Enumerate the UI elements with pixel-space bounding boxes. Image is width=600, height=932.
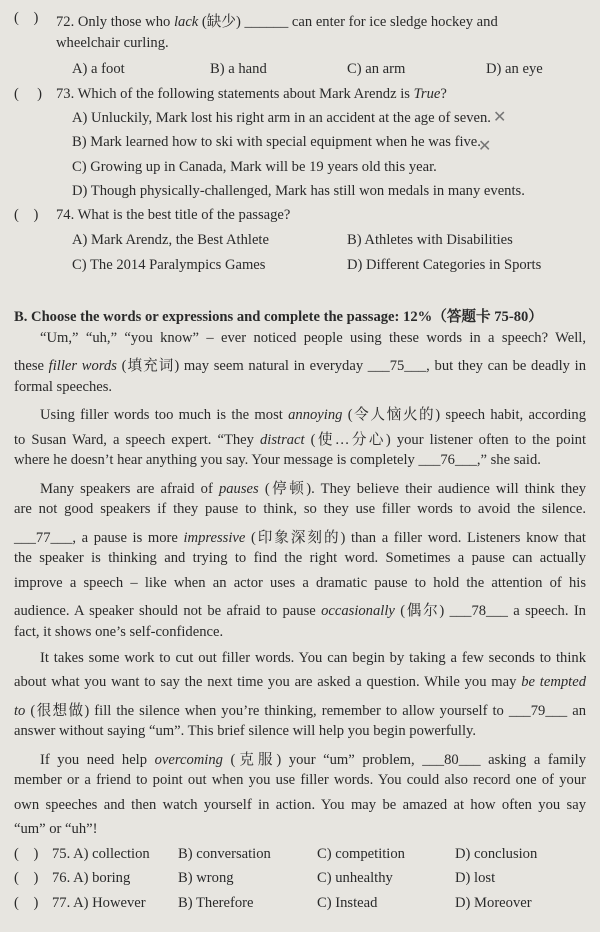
q72-option-d: D) an eye: [486, 61, 543, 77]
q73-option-c: C) Growing up in Canada, Mark will be 19 years old this year.: [72, 159, 437, 175]
answer-paren[interactable]: ( ): [14, 86, 42, 102]
section-b-heading: B. Choose the words or expressions and complete the passage: 12%（答题卡 75-80）: [14, 309, 543, 325]
passage-line: If you need help overcoming (克服) your “um” problem, ___80___ asking a family: [40, 752, 586, 768]
q74-option-d: D) Different Categories in Sports: [347, 257, 542, 273]
q76-option-d: D) lost: [455, 870, 496, 886]
q75-option-b: B) conversation: [178, 846, 271, 862]
passage-line: ___77___, a pause is more impressive (印象深刻的) than a filler word. Listeners know that: [14, 530, 586, 546]
q73-option-b: B) Mark learned how to ski with special equipment when he was five.: [72, 134, 481, 150]
passage-line: these filler words (填充词) may seem natural in everyday ___75___, but they can be deadly in: [14, 358, 586, 374]
passage-line: about what you want to say the next time you are asked a question. While you may be tempted: [14, 674, 586, 690]
q77-option-d: D) Moreover: [455, 895, 532, 911]
q75-option-c: C) competition: [317, 846, 405, 862]
question-text: 74. What is the best title of the passage?: [56, 207, 291, 223]
question-77: ( ) 77. A) However: [14, 895, 146, 911]
passage-line: the speaker is thinking and trying to find the right word. Sometimes a pause can actually: [14, 550, 586, 566]
passage-line: Using filler words too much is the most annoying (令人恼火的) speech habit, according: [40, 407, 586, 423]
q72-option-a: A) a foot: [72, 61, 125, 77]
q73-option-d: D) Though physically-challenged, Mark has still won medals in many events.: [72, 183, 525, 199]
question-73: [14, 86, 590, 108]
pen-cross-mark: ✕: [478, 136, 492, 155]
passage-line: formal speeches.: [14, 379, 113, 395]
question-72-cont: wheelchair curling.: [56, 35, 169, 51]
q73-option-a: A) Unluckily, Mark lost his right arm in an accident at the age of seven.: [72, 110, 491, 126]
passage-line: improve a speech – like when an actor uses a dramatic pause to hold the attention of his: [14, 575, 586, 591]
passage-line: “um” or “uh”!: [14, 821, 98, 837]
q74-option-b: B) Athletes with Disabilities: [347, 232, 513, 248]
passage-line: “Um,” “uh,” “you know” – ever noticed people using these words in a speech? Well,: [40, 330, 586, 346]
question-74: [14, 207, 590, 229]
question-text: 73. Which of the following statements about Mark Arendz is True?: [56, 86, 447, 102]
question-76: ( ) 76. A) boring: [14, 870, 131, 886]
passage-line: answer without saying “um”. This brief silence will help you begin powerfully.: [14, 723, 477, 739]
passage-line: are not good speakers if they pause to think, so they use filler words to avoid the silence.: [14, 501, 586, 517]
passage-line: fact, it shows one’s self-confidence.: [14, 624, 224, 640]
passage-line: It takes some work to cut out filler words. You can begin by taking a few seconds to think: [40, 650, 586, 666]
q72-option-c: C) an arm: [347, 61, 406, 77]
question-text: 72. Only those who lack (缺少) ______ can enter for ice sledge hockey and: [56, 14, 498, 30]
q76-option-c: C) unhealthy: [317, 870, 393, 886]
q75-option-d: D) conclusion: [455, 846, 538, 862]
answer-paren[interactable]: ( ): [14, 10, 39, 26]
answer-paren[interactable]: ( ): [14, 895, 39, 911]
passage-line: to (很想做) fill the silence when you’re thinking, remember to allow yourself to ___79___ an: [14, 703, 586, 719]
passage-line: audience. A speaker should not be afraid to pause occasionally (偶尔) ___78___ a speech. In: [14, 603, 586, 619]
q74-option-a: A) Mark Arendz, the Best Athlete: [72, 232, 269, 248]
answer-paren[interactable]: ( ): [14, 870, 39, 886]
q77-option-b: B) Therefore: [178, 895, 254, 911]
q77-option-c: C) Instead: [317, 895, 378, 911]
pen-cross-mark: ✕: [493, 107, 507, 126]
question-72: [14, 10, 590, 32]
q76-option-b: B) wrong: [178, 870, 234, 886]
passage-line: where he doesn’t hear anything you say. Your message is completely ___76___,” she said.: [14, 452, 541, 468]
answer-paren[interactable]: ( ): [14, 846, 39, 862]
passage-line: to Susan Ward, a speech expert. “They distract (使…分心) your listener often to the point: [14, 432, 586, 448]
question-75: ( ) 75. A) collection: [14, 846, 150, 862]
q72-option-b: B) a hand: [210, 61, 267, 77]
q74-option-c: C) The 2014 Paralympics Games: [72, 257, 266, 273]
answer-paren[interactable]: ( ): [14, 207, 39, 223]
passage-line: member or a friend to point out when you use filler words. You could also record one of your: [14, 772, 586, 788]
passage-line: Many speakers are afraid of pauses (停顿). They believe their audience will think they: [40, 481, 587, 497]
passage-line: own speeches and then watch yourself in action. You may be amazed at how often you say: [14, 797, 586, 813]
